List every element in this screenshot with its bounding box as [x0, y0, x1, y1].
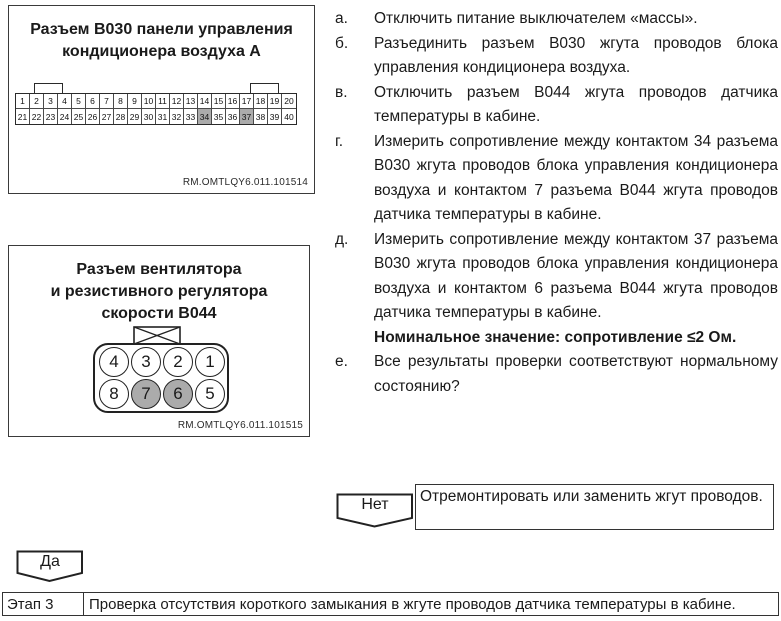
- b030-pin-17: 17: [240, 94, 254, 109]
- b044-pin-1: 1: [195, 347, 225, 377]
- stage-table: [2, 592, 779, 616]
- b030-pin-31: 31: [156, 109, 170, 124]
- b030-pin-13: 13: [184, 94, 198, 109]
- b030-pin-7: 7: [100, 94, 114, 109]
- b030-pin-6: 6: [86, 94, 100, 109]
- figure-b030: [8, 5, 315, 194]
- b044-pin-grid: [93, 343, 229, 413]
- figure-b030-caption: RM.OMTLQY6.011.101514: [182, 177, 308, 188]
- b044-pin-4: 4: [99, 347, 129, 377]
- step-text: Измерить сопротивление между контактом 37 разъема B030 жгута проводов блока управления кондиционера воздуха и контактом 6 разъема B044 жгута проводов датчика температуры в кабине.: [374, 230, 778, 321]
- b030-pin-2: 2: [30, 94, 44, 109]
- step-text: Все результаты проверки соответствуют нормальному состоянию?: [374, 353, 778, 395]
- b030-pin-30: 30: [142, 109, 156, 124]
- step-text: Измерить сопротивление между контактом 34 разъема B030 жгута проводов блока управления кондиционера воздуха и контактом 7 разъема B044 жгута проводов датчика температуры в кабине.: [374, 132, 778, 223]
- b044-pin-7: 7: [131, 379, 161, 409]
- b030-pin-1: 1: [16, 94, 30, 109]
- step-marker: а.: [335, 10, 348, 27]
- step-item: [335, 7, 778, 32]
- b030-pin-37: 37: [240, 109, 254, 124]
- b030-pin-10: 10: [142, 94, 156, 109]
- b030-pin-35: 35: [212, 109, 226, 124]
- b030-pin-21: 21: [16, 109, 30, 124]
- b030-pin-14: 14: [198, 94, 212, 109]
- b044-pin-8: 8: [99, 379, 129, 409]
- stage-description: Проверка отсутствия короткого замыкания в жгуте проводов датчика температуры в кабине.: [89, 595, 736, 613]
- b044-pin-6: 6: [163, 379, 193, 409]
- step-item: [335, 228, 778, 326]
- b030-pin-20: 20: [282, 94, 296, 109]
- figure-b044-title-line3: скорости B044: [101, 305, 217, 322]
- b030-pin-5: 5: [72, 94, 86, 109]
- stage-cell: Этап 3: [3, 593, 84, 615]
- action-text: Отремонтировать или заменить жгут проводов.: [420, 488, 763, 505]
- b030-pin-38: 38: [254, 109, 268, 124]
- step-item: [335, 32, 778, 81]
- procedure-steps: [335, 7, 778, 399]
- b030-pin-33: 33: [184, 109, 198, 124]
- step-text: Разъединить разъем B030 жгута проводов блока управления кондиционера воздуха.: [374, 34, 778, 76]
- b030-pin-9: 9: [128, 94, 142, 109]
- no-label: Нет: [361, 496, 389, 513]
- b030-pin-25: 25: [72, 109, 86, 124]
- figure-b030-title-line1: Разъем B030 панели управления: [30, 21, 293, 38]
- b030-pin-11: 11: [156, 94, 170, 109]
- b030-pin-grid: [15, 93, 297, 125]
- step-text: Отключить разъем B044 жгута проводов датчика температуры в кабине.: [374, 83, 778, 125]
- step-marker: в.: [335, 83, 348, 101]
- step-marker: е.: [335, 353, 348, 370]
- b030-pin-22: 22: [30, 109, 44, 124]
- step-marker: г.: [335, 132, 344, 150]
- b030-pin-16: 16: [226, 94, 240, 109]
- b030-pin-24: 24: [58, 109, 72, 124]
- b030-pin-15: 15: [212, 94, 226, 109]
- figure-b044-title-line1: Разъем вентилятора: [76, 261, 242, 278]
- b030-pin-19: 19: [268, 94, 282, 109]
- b030-pin-8: 8: [114, 94, 128, 109]
- b030-pin-18: 18: [254, 94, 268, 109]
- step-item: [335, 81, 778, 130]
- b030-pin-29: 29: [128, 109, 142, 124]
- figure-b044-caption: RM.OMTLQY6.011.101515: [177, 420, 303, 431]
- b030-pin-32: 32: [170, 109, 184, 124]
- b044-pin-5: 5: [195, 379, 225, 409]
- yes-connector: [16, 550, 84, 588]
- action-box: [415, 484, 774, 530]
- b044-pin-3: 3: [131, 347, 161, 377]
- b030-pin-34: 34: [198, 109, 212, 124]
- b044-pin-2: 2: [163, 347, 193, 377]
- b030-pin-40: 40: [284, 111, 294, 122]
- b030-pin-39: 39: [268, 109, 282, 124]
- b030-pin-23: 23: [44, 109, 58, 124]
- no-connector: [336, 493, 414, 534]
- step-marker: б.: [335, 34, 349, 52]
- b030-pin-26: 26: [86, 109, 100, 124]
- nominal-value-note: Номинальное значение: сопротивление ≤2 Ом.: [374, 328, 737, 346]
- step-item: [335, 130, 778, 228]
- b030-pin-36: 36: [226, 109, 240, 124]
- step-marker: д.: [335, 230, 349, 248]
- b030-pin-3: 3: [44, 94, 58, 109]
- step-text: Отключить питание выключателем «массы».: [374, 10, 698, 27]
- figure-b030-title: [9, 19, 314, 63]
- b030-pin-27: 27: [100, 109, 114, 124]
- b030-pin-4: 4: [58, 94, 72, 109]
- figure-b030-title-line2: кондиционера воздуха A: [62, 43, 261, 60]
- b030-pin-28: 28: [114, 109, 128, 124]
- figure-b044: [8, 245, 310, 437]
- b030-pin-12: 12: [170, 94, 184, 109]
- step-item: [335, 350, 778, 399]
- figure-b044-title-line2: и резистивного регулятора: [50, 283, 268, 300]
- yes-label: Да: [40, 553, 60, 570]
- figure-b044-title: [9, 259, 309, 325]
